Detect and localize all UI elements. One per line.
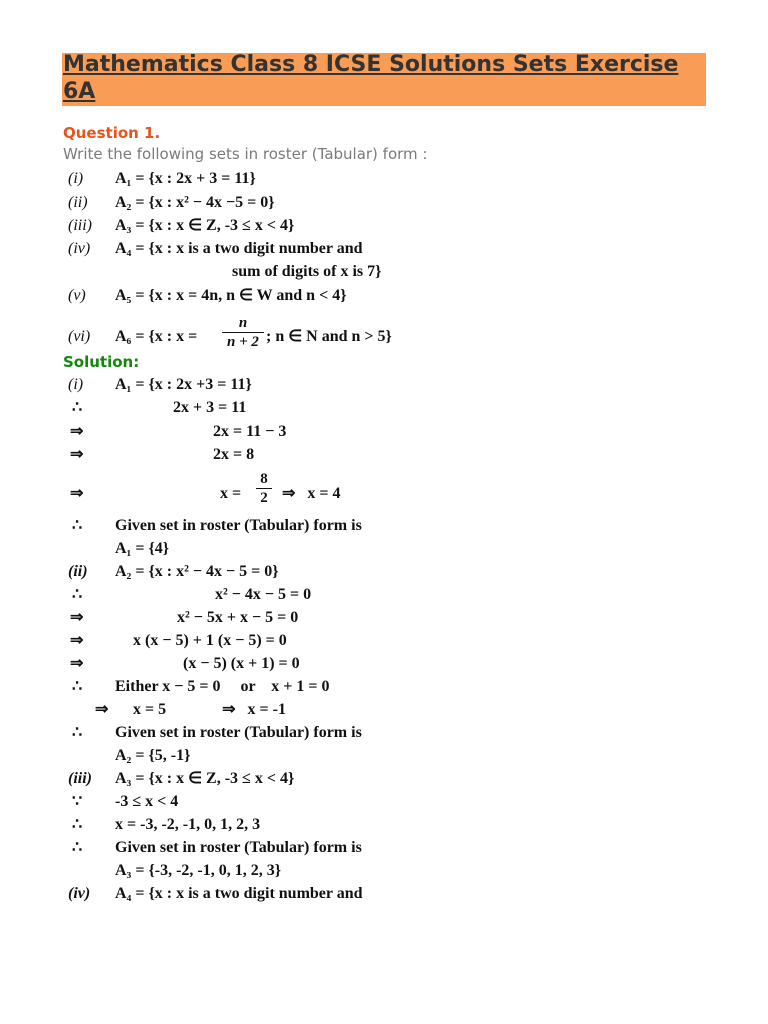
solution-step-text: x = -3, -2, -1, 0, 1, 2, 3: [115, 816, 261, 833]
fraction-numerator: 8: [260, 471, 268, 487]
solution-step-text: A₁ = {4}: [115, 540, 170, 557]
question-item-expr-prefix: A₆ = {x : x =: [115, 328, 198, 345]
therefore-symbol: ∴: [72, 816, 83, 833]
implies-symbol: ⇒: [70, 423, 84, 440]
question-item-number: (vi): [68, 328, 91, 345]
solution-step-text: A₃ = {-3, -2, -1, 0, 1, 2, 3}: [115, 862, 282, 879]
solution-step-text: x = 5 ⇒ x = -1: [133, 701, 286, 718]
question-item-number: (i): [68, 170, 84, 187]
question-item-expr: A₄ = {x : x is a two digit number and: [115, 240, 363, 257]
question-item-expr: A₂ = {x : x² − 4x −5 = 0}: [115, 194, 275, 211]
solution-step-symbol: (iv): [68, 885, 91, 902]
solution-step-text: 2x = 11 − 3: [213, 423, 287, 440]
implies-symbol: ⇒: [70, 446, 84, 463]
fraction-denominator: n + 2: [227, 334, 259, 350]
solution-step-text: x (x − 5) + 1 (x − 5) = 0: [133, 632, 287, 649]
solution-step-text: x² − 5x + x − 5 = 0: [177, 609, 299, 626]
solution-step-symbol: (iii): [68, 770, 92, 787]
question-item-expr: A₅ = {x : x = 4n, n ∈ W and n < 4}: [115, 287, 347, 304]
question-item-expr: A₃ = {x : x ∈ Z, -3 ≤ x < 4}: [115, 217, 295, 234]
therefore-symbol: ∴: [72, 517, 83, 534]
therefore-symbol: ∴: [72, 839, 83, 856]
solution-step-suffix: ⇒ x = 4: [282, 485, 341, 502]
solution-label: Solution:: [63, 353, 140, 371]
therefore-symbol: ∴: [72, 678, 83, 695]
solution-step-text: Given set in roster (Tabular) form is: [115, 517, 362, 534]
solution-step-text: A₁ = {x : 2x +3 = 11}: [115, 376, 252, 393]
fraction: [256, 471, 272, 506]
implies-symbol: ⇒: [70, 632, 84, 649]
solution-step-text: 2x + 3 = 11: [173, 399, 247, 416]
fraction: [222, 315, 264, 350]
question-label: Question 1.: [63, 124, 161, 142]
question-item-number: (v): [68, 287, 86, 304]
solution-step-text: Either x − 5 = 0 or x + 1 = 0: [115, 678, 330, 695]
question-item-continuation: sum of digits of x is 7}: [232, 263, 382, 280]
fraction-bar: [256, 488, 272, 489]
question-item-expr-suffix: ; n ∈ N and n > 5}: [266, 328, 392, 345]
implies-symbol: ⇒: [70, 655, 84, 672]
question-item-number: (ii): [68, 194, 88, 211]
solution-step-symbol: (i): [68, 376, 84, 393]
solution-step-text: Given set in roster (Tabular) form is: [115, 839, 362, 856]
solution-step-text: 2x = 8: [213, 446, 255, 463]
solution-step-text: A₂ = {5, -1}: [115, 747, 191, 764]
solution-step-text: x² − 4x − 5 = 0: [215, 586, 312, 603]
solution-step-text: Given set in roster (Tabular) form is: [115, 724, 362, 741]
implies-symbol: ⇒: [70, 485, 84, 502]
question-text: Write the following sets in roster (Tabular) form :: [63, 145, 428, 163]
implies-symbol: ⇒: [95, 701, 109, 718]
fraction-numerator: n: [238, 315, 248, 331]
solution-step-text: A₄ = {x : x is a two digit number and: [115, 885, 363, 902]
therefore-symbol: ∴: [72, 586, 83, 603]
therefore-symbol: ∴: [72, 399, 83, 416]
question-item-expr: A₁ = {x : 2x + 3 = 11}: [115, 170, 256, 187]
solution-step-text: A₃ = {x : x ∈ Z, -3 ≤ x < 4}: [115, 770, 295, 787]
solution-step-text: -3 ≤ x < 4: [115, 793, 179, 810]
page-title: Mathematics Class 8 ICSE Solutions Sets Exercise 6A: [63, 52, 679, 104]
because-symbol: ∵: [72, 793, 83, 810]
fraction-bar: [222, 332, 264, 333]
fraction-denominator: 2: [260, 490, 268, 506]
solution-step-text: (x − 5) (x + 1) = 0: [183, 655, 300, 672]
solution-step-text: A₂ = {x : x² − 4x − 5 = 0}: [115, 563, 279, 580]
therefore-symbol: ∴: [72, 724, 83, 741]
solution-step-symbol: (ii): [68, 563, 88, 580]
question-item-number: (iii): [68, 217, 92, 234]
implies-symbol: ⇒: [70, 609, 84, 626]
solution-step-prefix: x =: [220, 485, 242, 502]
question-item-number: (iv): [68, 240, 91, 257]
